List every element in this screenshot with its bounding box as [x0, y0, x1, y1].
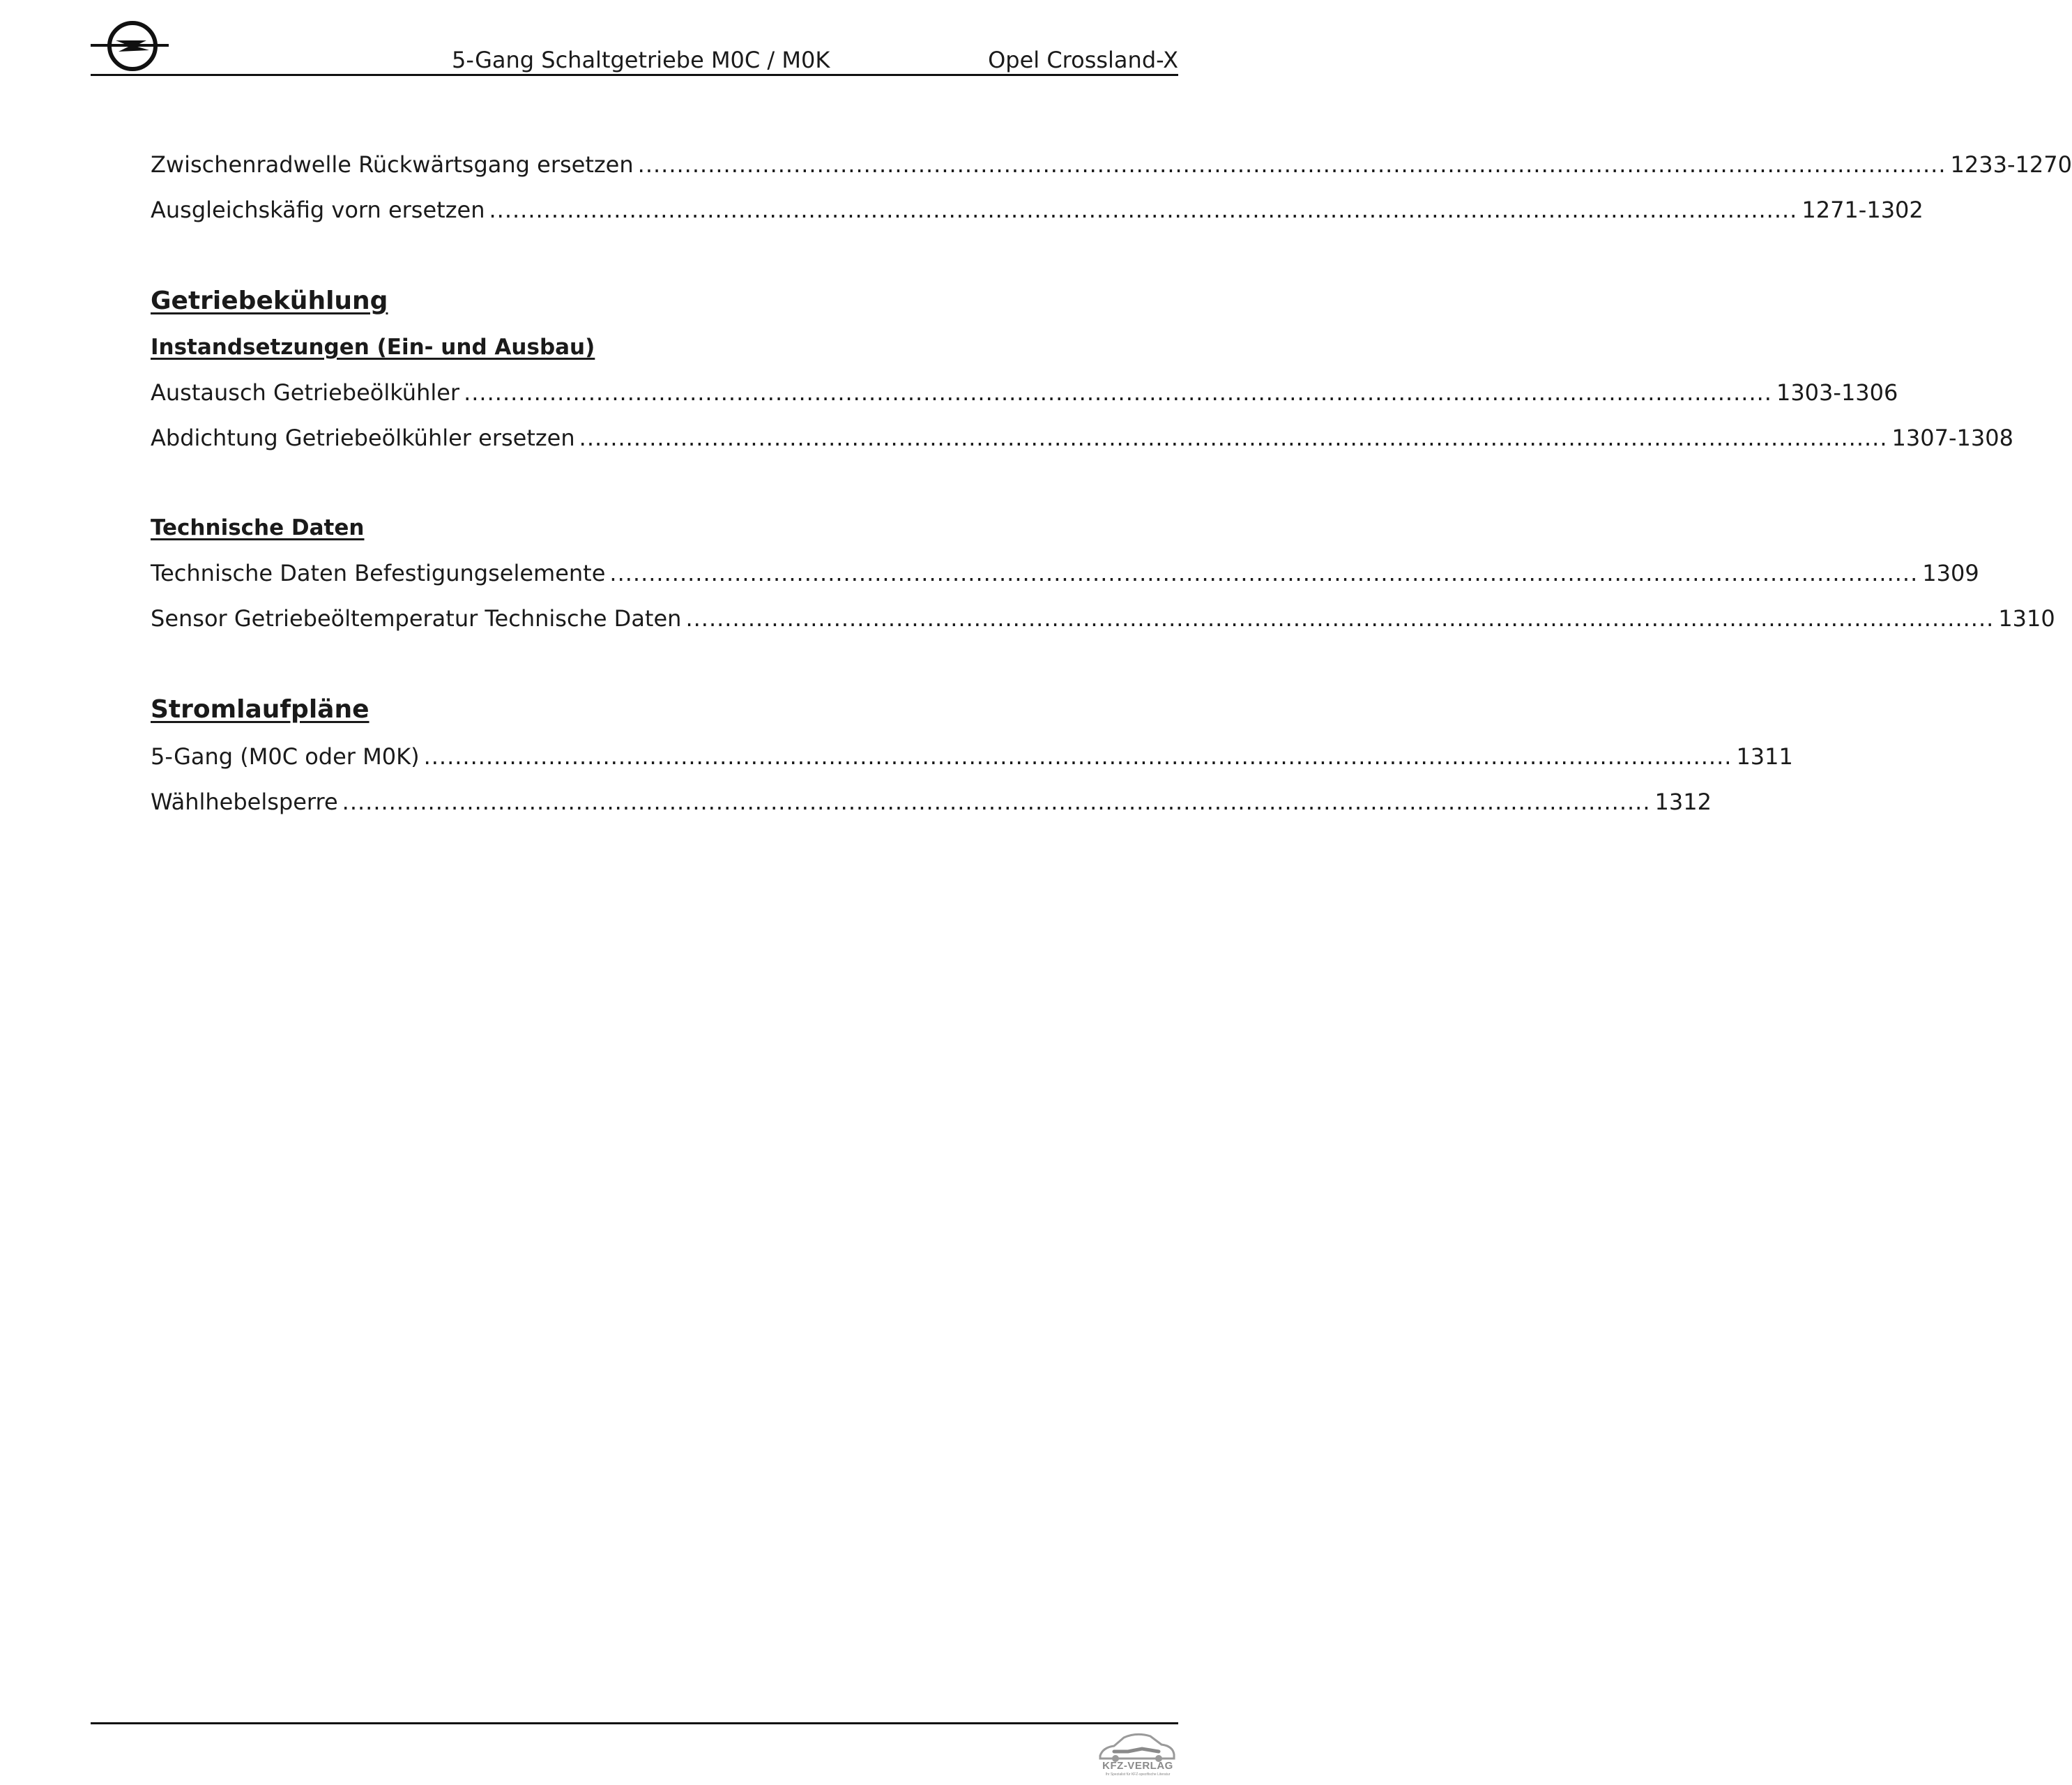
toc-dot-leader: ........................................................................................................................................................................: [685, 605, 1995, 632]
toc-entry-ausgleichskaefig[interactable]: [151, 196, 1924, 224]
toc-entry-title: 5-Gang (M0C oder M0K): [151, 743, 420, 770]
toc-entry-page: 1233-1270: [1950, 151, 2072, 178]
toc-entry-5-gang[interactable]: [151, 743, 1793, 770]
toc-dot-leader: ........................................................................................................................................................................: [637, 151, 1947, 178]
publisher-tagline: Ihr Spezialist für KFZ-spezifische Literatur: [1105, 1772, 1171, 1777]
toc-entry-abdichtung-getriebeoelkuehler[interactable]: [151, 424, 2013, 452]
toc-entry-waehlhebelsperre[interactable]: [151, 788, 1712, 816]
toc-entry-page: 1303-1306: [1776, 379, 1898, 406]
toc-entry-title: Abdichtung Getriebeölkühler ersetzen: [151, 425, 575, 451]
toc-entry-title: Zwischenradwelle Rückwärtsgang ersetzen: [151, 151, 634, 178]
toc-dot-leader: ........................................................................................................................................................................: [423, 743, 1732, 770]
vehicle-model-title: Opel Crossland-X: [988, 47, 1178, 73]
toc-entry-befestigungselemente[interactable]: [151, 559, 1979, 587]
toc-entry-page: 1307-1308: [1891, 425, 2013, 451]
header-divider: [91, 74, 1178, 76]
toc-entry-title: Technische Daten Befestigungselemente: [151, 560, 606, 586]
toc-dot-leader: ........................................................................................................................................................................: [342, 789, 1651, 815]
toc-dot-leader: ........................................................................................................................................................................: [579, 425, 1888, 451]
section-heading-getriebekuehlung: Getriebekühlung: [151, 287, 388, 315]
toc-entry-sensor-getriebeoeltemperatur[interactable]: [151, 605, 2055, 632]
toc-entry-page: 1309: [1922, 560, 1979, 586]
toc-entry-title: Austausch Getriebeölkühler: [151, 379, 460, 406]
toc-entry-austausch-getriebeoelkuehler[interactable]: [151, 379, 1898, 407]
toc-entry-title: Wählhebelsperre: [151, 789, 338, 815]
toc-entry-page: 1310: [1998, 605, 2055, 632]
toc-entry-page: 1271-1302: [1801, 197, 1924, 223]
toc-entry-title: Sensor Getriebeöltemperatur Technische Daten: [151, 605, 682, 632]
opel-blitz-logo-icon: [91, 20, 169, 73]
document-title: 5-Gang Schaltgetriebe M0C / M0K: [452, 47, 830, 73]
toc-entry-page: 1311: [1736, 743, 1793, 770]
toc-dot-leader: ........................................................................................................................................................................: [489, 197, 1798, 223]
publisher-logo-text: KFZ-VERLAG: [1102, 1760, 1173, 1772]
section-heading-technische-daten: Technische Daten: [151, 515, 365, 540]
toc-dot-leader: ........................................................................................................................................................................: [609, 560, 1919, 586]
toc-entry-page: 1312: [1654, 789, 1712, 815]
toc-entry-title: Ausgleichskäfig vorn ersetzen: [151, 197, 485, 223]
subsection-heading-instandsetzungen: Instandsetzungen (Ein- und Ausbau): [151, 335, 595, 360]
toc-dot-leader: ........................................................................................................................................................................: [464, 379, 1772, 406]
footer-divider: [91, 1722, 1178, 1724]
toc-entry-zwischenradwelle[interactable]: [151, 151, 2072, 178]
section-heading-stromlaufplaene: Stromlaufpläne: [151, 695, 370, 724]
